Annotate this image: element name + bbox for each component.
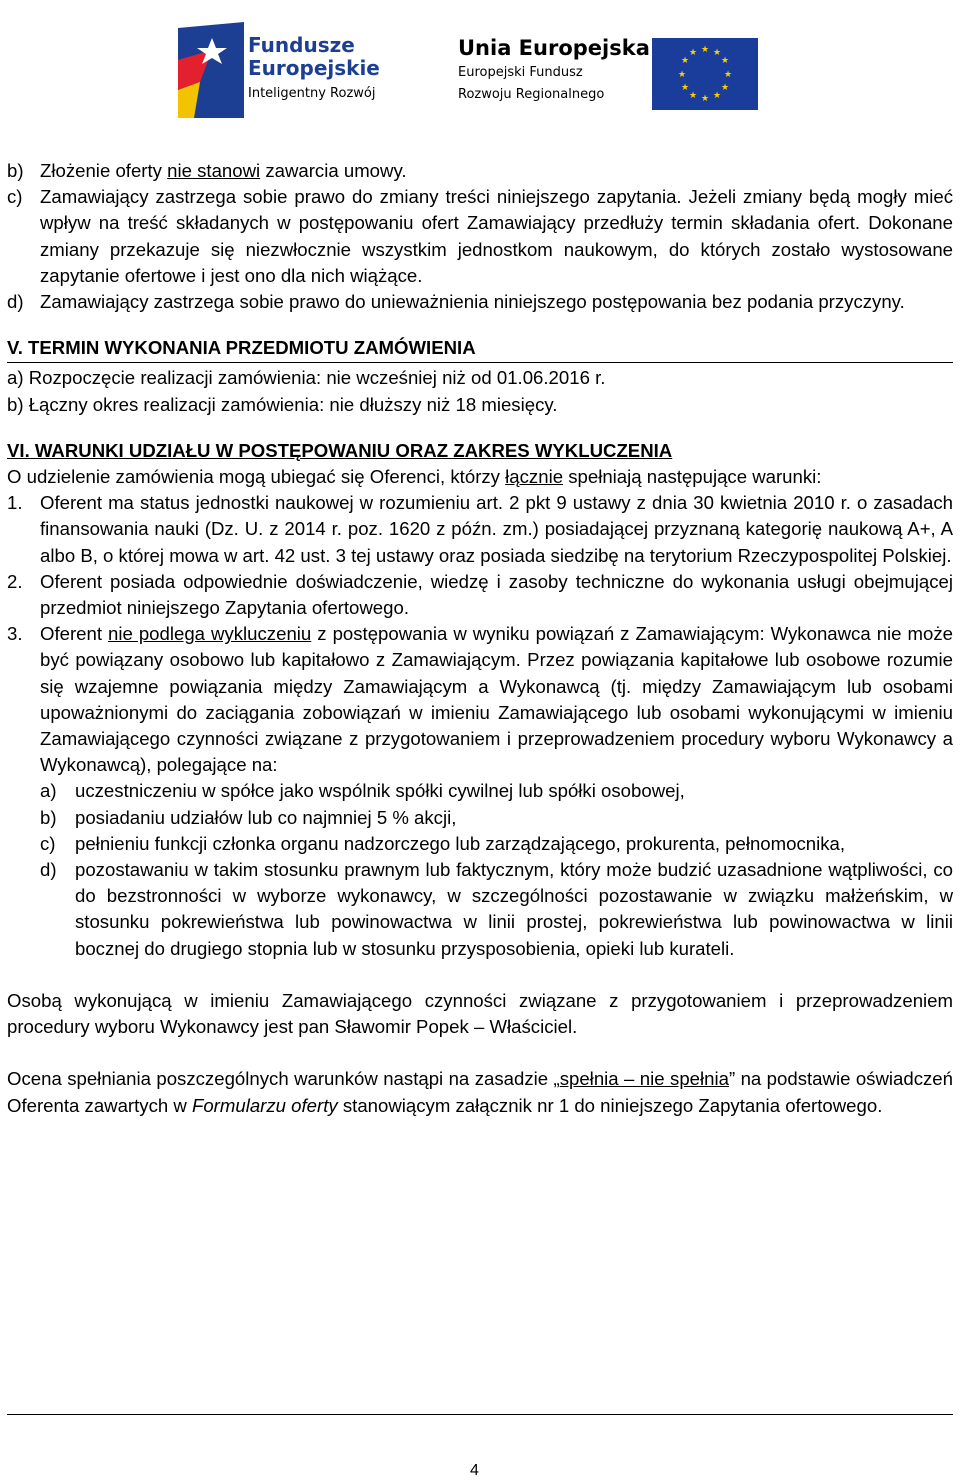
condition-3-sub-a: a) uczestniczeniu w spółce jako wspólnik spółki cywilnej lub spółki osobowej,: [7, 778, 953, 804]
item-label: d): [40, 859, 57, 881]
page-number: 4: [470, 1462, 479, 1479]
section-5-item-a: a) Rozpoczęcie realizacji zamówienia: nie wcześniej niż od 01.06.2016 r.: [7, 367, 606, 389]
item-label: d): [7, 291, 24, 313]
document-body: [7, 158, 953, 1119]
fe-subtitle: Inteligentny Rozwój: [248, 86, 376, 101]
eu-flag-icon: [652, 38, 758, 110]
section-5-heading: V. TERMIN WYKONANIA PRZEDMIOTU ZAMÓWIENIA: [7, 335, 953, 363]
unia-europejska-text: [458, 36, 650, 104]
item-label: b): [7, 160, 24, 181]
svg-text:★: ★: [680, 83, 690, 93]
underlined-phrase: nie stanowi: [167, 160, 261, 181]
svg-text:★: ★: [720, 56, 730, 66]
svg-text:★: ★: [700, 94, 710, 104]
condition-1: 1. Oferent ma status jednostki naukowej w rozumieniu art. 2 pkt 9 ustawy z dnia 30 kwietnia 2010 r. o zasadach finansowania nauki (Dz. U. z 2014 r. poz. 1620 z późn. zm.) posiadającej przyznaną kategorię naukową A+, A albo B, o której mowa w art. 42 ust. 3 tej ustawy oraz posiada siedzibę na terytorium Rzeczypospolitej Polskiej.: [7, 492, 953, 566]
section-6-intro: O udzielenie zamówienia mogą ubiegać się Oferenci, którzy łącznie spełniają następujące warunki:: [7, 466, 822, 488]
svg-text:★: ★: [712, 91, 722, 101]
svg-text:★: ★: [720, 83, 730, 93]
item-d-cancellation: d) Zamawiający zastrzega sobie prawo do unieważnienia niniejszego postępowania bez podania przyczyny.: [7, 289, 953, 315]
section-6-heading: VI. WARUNKI UDZIAŁU W POSTĘPOWANIU ORAZ ZAKRES WYKLUCZENIA: [7, 439, 673, 461]
svg-text:★: ★: [688, 91, 698, 101]
condition-3: 3. Oferent nie podlega wykluczeniu z postępowania w wyniku powiązań z Zamawiającym: Wykonawca nie może być powiązany osobowo lub kapitałowo z Zamawiającym. Przez powiązania kapitałowe lub osobowe rozumie się wzajemne powiązania między Zamawiającym a Wykonawcą (tj. między Zamawiającym lub osobami upoważnionymi do zaciągania zobowiązań w imieniu Zamawiającego lub osobami wykonującymi w imieniu Zamawiającego czynności związane z przygotowaniem i przeprowadzeniem procedury wyboru Wykonawcy a Wykonawcą), polegające na:: [7, 623, 953, 776]
item-b-offer: b) Złożenie oferty nie stanowi zawarcia umowy.: [7, 158, 953, 184]
item-label: 2.: [7, 570, 23, 592]
section-5-item-b: b) Łączny okres realizacji zamówienia: nie dłuższy niż 18 miesięcy.: [7, 393, 558, 415]
item-label: 3.: [7, 623, 23, 645]
svg-text:★: ★: [688, 48, 698, 58]
item-label: 1.: [7, 492, 23, 514]
svg-text:★: ★: [712, 48, 722, 58]
condition-3-sub-c: c) pełnieniu funkcji członka organu nadzorczego lub zarządzającego, prokurenta, pełnomocnika,: [7, 831, 953, 857]
svg-text:★: ★: [680, 56, 690, 66]
condition-3-sub-d: d) pozostawaniu w takim stosunku prawnym lub faktycznym, który może budzić uzasadnione wątpliwości, co do bezstronności w wyborze wykonawcy, w szczególności pozostawanie w związku małżeńskim, w stosunku pokrewieństwa lub powinowactwa w linii prostej, pokrewieństwa lub powinowactwa w linii bocznej do drugiego stopnia lub w stosunku przysposobienia, opieki lub kurateli.: [40, 859, 953, 959]
item-label: c): [7, 186, 23, 208]
ue-title: Unia Europejska: [458, 36, 650, 60]
page-header: [0, 18, 960, 128]
condition-2: 2. Oferent posiada odpowiednie doświadczenie, wiedzę i zasoby techniczne do wykonania usługi obejmującej przedmiot niniejszego Zapytania ofertowego.: [7, 570, 953, 619]
svg-text:★: ★: [677, 70, 687, 80]
svg-text:★: ★: [700, 45, 710, 55]
item-label: b): [40, 806, 57, 828]
ue-fund-line1: Europejski Fundusz: [458, 65, 583, 80]
svg-text:★: ★: [723, 70, 733, 80]
evaluation-note: Ocena spełniania poszczególnych warunków nastąpi na zasadzie „spełnia – nie spełnia” na podstawie oświadczeń Oferenta zawartych w Formularzu oferty stanowiącym załącznik nr 1 do niniejszego Zapytania ofertowego.: [7, 1068, 953, 1116]
item-label: c): [40, 832, 56, 854]
item-c-changes: c) Zamawiający zastrzega sobie prawo do zmiany treści niniejszego zapytania. Jeżeli zmiany będą mogły mieć wpływ na treść składanych w postępowaniu ofert Zamawiający przedłuży termin składania ofert. Dokonane zmiany przekazuje się niezwłocznie wszystkim jednostkom naukowym, do których zostało wystosowane zapytanie ofertowe i jest ono dla nich wiążące.: [7, 186, 953, 286]
fe-title-line1: Fundusze: [248, 33, 355, 57]
item-label: a): [40, 780, 57, 802]
footer-divider: [7, 1414, 953, 1415]
fe-title-line2: Europejskie: [248, 56, 380, 80]
condition-3-sub-b: b) posiadaniu udziałów lub co najmniej 5 % akcji,: [7, 805, 953, 831]
ue-fund-line2: Rozwoju Regionalnego: [458, 87, 605, 102]
person-note: Osobą wykonującą w imieniu Zamawiającego czynności związane z przygotowaniem i przeprowadzeniem procedury wyboru Wykonawcy jest pan Sławomir Popek – Właściciel.: [7, 989, 953, 1038]
